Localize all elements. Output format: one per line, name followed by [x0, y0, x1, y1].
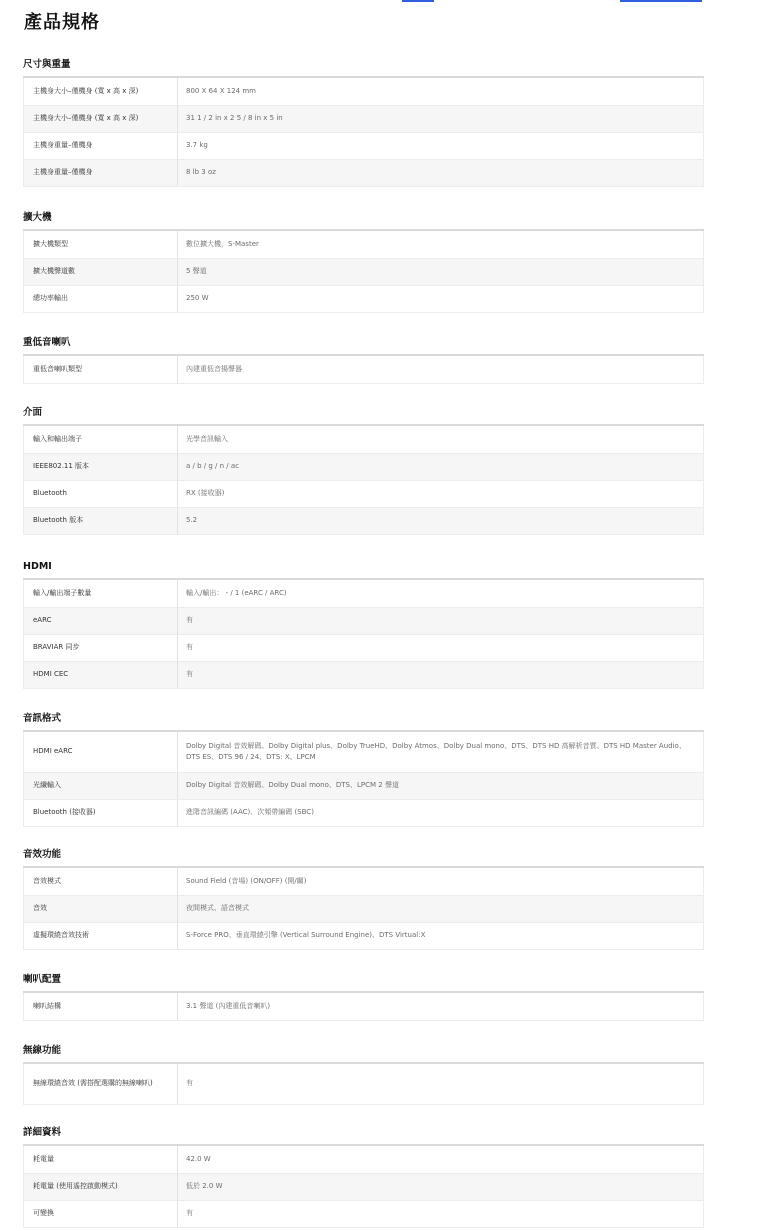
spec-value: 低於 2.0 W — [178, 1173, 704, 1200]
spec-value: S-Force PRO、垂直環繞引擎 (Vertical Surround Engine)、DTS Virtual:X — [178, 922, 704, 949]
section-title: 喇叭配置 — [23, 974, 62, 985]
top-nav-link-underline[interactable] — [620, 0, 702, 2]
spec-value: 800 X 64 X 124 mm — [178, 78, 704, 105]
spec-key: 耗電量 — [24, 1146, 178, 1173]
spec-value: 8 lb 3 oz — [178, 159, 704, 186]
spec-table — [23, 231, 704, 313]
spec-row — [24, 159, 704, 186]
spec-key: 音效模式 — [24, 868, 178, 895]
spec-key: 無線環繞音效 (需搭配選購的無線喇叭) — [24, 1064, 178, 1104]
section-title: 介面 — [23, 407, 43, 418]
spec-key: Bluetooth — [24, 480, 178, 507]
spec-section — [23, 58, 704, 187]
spec-key: HDMI eARC — [24, 732, 178, 772]
spec-row — [24, 799, 704, 826]
spec-key: Bluetooth 版本 — [24, 507, 178, 534]
spec-row — [24, 580, 704, 607]
section-title: HDMI — [23, 561, 52, 572]
spec-key: 擴大機聲道數 — [24, 258, 178, 285]
spec-row — [24, 507, 704, 534]
spec-row — [24, 868, 704, 895]
spec-row — [24, 78, 704, 105]
section-title: 重低音喇叭 — [23, 337, 71, 348]
spec-value: 5.2 — [178, 507, 704, 534]
spec-key: 音效 — [24, 895, 178, 922]
spec-section — [23, 560, 704, 689]
spec-table — [23, 1146, 704, 1228]
spec-key: Bluetooth (接收器) — [24, 799, 178, 826]
spec-section — [23, 211, 704, 313]
spec-value: 31 1 / 2 in x 2 5 / 8 in x 5 in — [178, 105, 704, 132]
section-title: 無線功能 — [23, 1045, 62, 1056]
spec-value: Dolby Digital 音效解碼、Dolby Digital plus、Dolby TrueHD、Dolby Atmos、Dolby Dual mono、DTS、DTS HD 高解析音質、DTS HD Master Audio、DTS ES、DTS 96 / 24、DTS: X、LPCM — [178, 732, 704, 772]
spec-key: 擴大機類型 — [24, 231, 178, 258]
spec-value: 內建重低音揚聲器 — [178, 356, 704, 383]
spec-row — [24, 607, 704, 634]
spec-value: 有 — [178, 1200, 704, 1227]
spec-section — [23, 973, 704, 1021]
spec-section — [23, 406, 704, 535]
section-title: 音訊格式 — [23, 713, 62, 724]
spec-row — [24, 895, 704, 922]
spec-row — [24, 453, 704, 480]
spec-key: 喇叭結構 — [24, 993, 178, 1020]
spec-section — [23, 1044, 704, 1105]
spec-key: 輸入/輸出端子數量 — [24, 580, 178, 607]
spec-table — [23, 732, 704, 827]
spec-value: Dolby Digital 音效解碼、Dolby Dual mono、DTS、LPCM 2 聲道 — [178, 772, 704, 799]
spec-row — [24, 480, 704, 507]
spec-key: 虛擬環繞音效技術 — [24, 922, 178, 949]
spec-key: 可變換 — [24, 1200, 178, 1227]
spec-section — [23, 1126, 704, 1228]
spec-row — [24, 993, 704, 1020]
spec-value: 輸入/輸出： - / 1 (eARC / ARC) — [178, 580, 704, 607]
spec-key: 主機身重量–僅機身 — [24, 159, 178, 186]
spec-key: 主機身大小–僅機身 (寬 x 高 x 深) — [24, 105, 178, 132]
spec-table — [23, 426, 704, 535]
spec-value: 42.0 W — [178, 1146, 704, 1173]
spec-key: 輸入和輸出端子 — [24, 426, 178, 453]
spec-key: 主機身大小–僅機身 (寬 x 高 x 深) — [24, 78, 178, 105]
spec-value: 5 聲道 — [178, 258, 704, 285]
spec-row — [24, 285, 704, 312]
spec-section — [23, 848, 704, 950]
spec-key: HDMI CEC — [24, 661, 178, 688]
section-title: 尺寸與重量 — [23, 59, 71, 70]
spec-key: 總功率輸出 — [24, 285, 178, 312]
spec-row — [24, 1200, 704, 1227]
spec-table — [23, 993, 704, 1021]
spec-key: 主機身重量–僅機身 — [24, 132, 178, 159]
section-title: 擴大機 — [23, 212, 52, 223]
spec-row — [24, 922, 704, 949]
spec-value: RX (接收器) — [178, 480, 704, 507]
spec-table — [23, 1064, 704, 1105]
spec-row — [24, 1146, 704, 1173]
section-title: 詳細資料 — [23, 1127, 62, 1138]
spec-key: 耗電量 (使用遙控啟動模式) — [24, 1173, 178, 1200]
spec-section — [23, 336, 704, 384]
spec-row — [24, 634, 704, 661]
spec-table — [23, 868, 704, 950]
spec-table — [23, 78, 704, 187]
spec-row — [24, 132, 704, 159]
spec-value: 3.7 kg — [178, 132, 704, 159]
top-nav-link-underline[interactable] — [402, 0, 434, 2]
spec-row — [24, 1173, 704, 1200]
spec-value: 光學音訊輸入 — [178, 426, 704, 453]
spec-value: a / b / g / n / ac — [178, 453, 704, 480]
spec-value: 數位擴大機，S-Master — [178, 231, 704, 258]
spec-row — [24, 661, 704, 688]
spec-key: 光纖輸入 — [24, 772, 178, 799]
spec-key: IEEE802.11 版本 — [24, 453, 178, 480]
spec-row — [24, 426, 704, 453]
spec-value: Sound Field (音場) (ON/OFF) (開/關) — [178, 868, 704, 895]
spec-row — [24, 105, 704, 132]
spec-key: 重低音喇叭類型 — [24, 356, 178, 383]
spec-key: eARC — [24, 607, 178, 634]
spec-value: 夜間模式、語音模式 — [178, 895, 704, 922]
spec-value: 有 — [178, 1064, 704, 1104]
spec-value: 有 — [178, 661, 704, 688]
spec-value: 有 — [178, 634, 704, 661]
spec-value: 250 W — [178, 285, 704, 312]
spec-key: BRAVIAR 同步 — [24, 634, 178, 661]
section-title: 音效功能 — [23, 849, 62, 860]
spec-row — [24, 772, 704, 799]
spec-row — [24, 356, 704, 383]
page-title: 產品規格 — [24, 12, 100, 33]
spec-row — [24, 732, 704, 772]
spec-row — [24, 1064, 704, 1104]
spec-section — [23, 712, 704, 827]
spec-row — [24, 258, 704, 285]
spec-table — [23, 580, 704, 689]
spec-value: 有 — [178, 607, 704, 634]
spec-table — [23, 356, 704, 384]
spec-row — [24, 231, 704, 258]
spec-value: 3.1 聲道 (內建重低音喇叭) — [178, 993, 704, 1020]
spec-value: 進階音訊編碼 (AAC)、次頻帶編碼 (SBC) — [178, 799, 704, 826]
